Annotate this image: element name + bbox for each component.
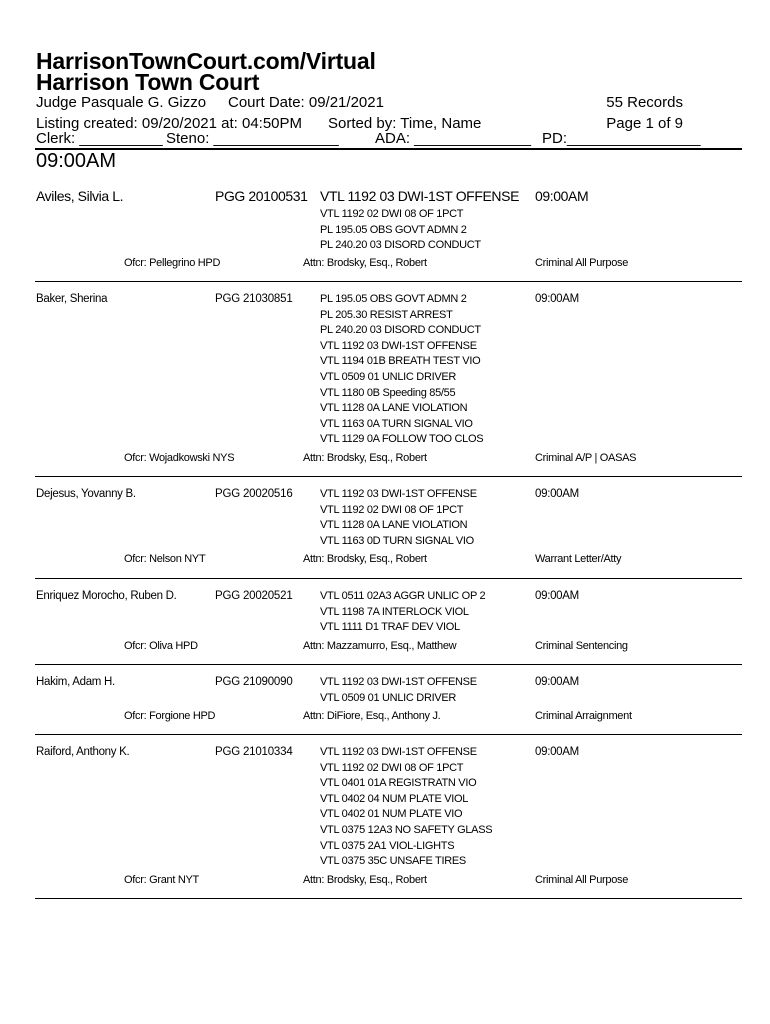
charge-line: VTL 1192 03 DWI-1ST OFFENSE (320, 488, 477, 500)
charge-line: VTL 1129 0A FOLLOW TOO CLOS (320, 433, 484, 446)
arresting-officer: Ofcr: Oliva HPD (124, 640, 198, 652)
pd-field: PD:________________ (542, 130, 701, 147)
record-count: 55 Records (606, 94, 683, 111)
judge-name: Judge Pasquale G. Gizzo (36, 94, 207, 111)
appearance-time: 09:00AM (535, 746, 579, 758)
charge-line: VTL 1128 0A LANE VIOLATION (320, 402, 468, 415)
charge-line: VTL 0509 01 UNLIC DRIVER (320, 371, 457, 383)
attorney: Attn: Mazzamurro, Esq., Matthew (303, 640, 457, 652)
charge-line: VTL 1163 0A TURN SIGNAL VIO (320, 417, 473, 430)
arresting-officer: Ofcr: Forgione HPD (124, 710, 216, 722)
ada-field: ADA: ______________ (375, 130, 531, 147)
case-divider (35, 281, 742, 282)
charge-line: VTL 1198 7A INTERLOCK VIOL (320, 605, 469, 618)
charge-line: VTL 1192 03 DWI-1ST OFFENSE (320, 188, 520, 204)
sorted-by: Sorted by: Time, Name (328, 115, 482, 132)
appearance-time: 09:00AM (535, 188, 589, 204)
appearance-purpose: Criminal Arraignment (535, 710, 632, 722)
attorney: Attn: Brodsky, Esq., Robert (303, 553, 427, 565)
charge-line: PL 205.30 RESIST ARREST (320, 308, 453, 321)
defendant-name: Enriquez Morocho, Ruben D. (36, 590, 177, 602)
attorney: Attn: Brodsky, Esq., Robert (303, 257, 427, 269)
charge-line: VTL 0402 04 NUM PLATE VIOL (320, 792, 469, 805)
docket-number: PGG 21090090 (215, 676, 293, 688)
charge-line: PL 240.20 03 DISORD CONDUCT (320, 239, 481, 252)
docket-number: PGG 20020521 (215, 590, 293, 602)
case-divider (35, 898, 742, 899)
case-divider (35, 664, 742, 665)
docket-number: PGG 21010334 (215, 746, 293, 758)
case-divider (35, 476, 742, 477)
appearance-purpose: Criminal All Purpose (535, 874, 629, 886)
charge-line: VTL 1192 02 DWI 08 OF 1PCT (320, 761, 464, 774)
charge-line: VTL 1111 D1 TRAF DEV VIOL (320, 621, 460, 634)
arresting-officer: Ofcr: Nelson NYT (124, 553, 206, 565)
appearance-time: 09:00AM (535, 293, 579, 305)
charge-line: PL 240.20 03 DISORD CONDUCT (320, 324, 481, 337)
charge-line: VTL 0509 01 UNLIC DRIVER (320, 691, 457, 704)
charge-line: VTL 0375 2A1 VIOL-LIGHTS (320, 839, 455, 852)
case-divider (35, 578, 742, 579)
appearance-time: 09:00AM (535, 590, 579, 602)
time-slot-heading: 09:00AM (36, 150, 117, 172)
charge-line: VTL 0375 12A3 NO SAFETY GLASS (320, 824, 493, 836)
charge-line: VTL 0511 02A3 AGGR UNLIC OP 2 (320, 590, 486, 602)
charge-line: VTL 1192 02 DWI 08 OF 1PCT (320, 208, 464, 220)
appearance-purpose: Criminal All Purpose (535, 257, 629, 269)
defendant-name: Hakim, Adam H. (36, 676, 115, 688)
court-date: Court Date: 09/21/2021 (228, 94, 384, 111)
charge-line: VTL 1128 0A LANE VIOLATION (320, 519, 468, 532)
charge-line: VTL 1192 03 DWI-1ST OFFENSE (320, 339, 477, 352)
appearance-purpose: Criminal A/P | OASAS (535, 452, 637, 464)
attorney: Attn: DiFiore, Esq., Anthony J. (303, 710, 441, 722)
charge-line: VTL 1163 0D TURN SIGNAL VIO (320, 534, 474, 547)
docket-number: PGG 21030851 (215, 293, 293, 305)
charge-line: VTL 1192 03 DWI-1ST OFFENSE (320, 746, 477, 758)
listing-created: Listing created: 09/20/2021 at: 04:50PM (36, 115, 303, 132)
arresting-officer: Ofcr: Grant NYT (124, 874, 199, 886)
defendant-name: Baker, Sherina (36, 293, 108, 305)
attorney: Attn: Brodsky, Esq., Robert (303, 452, 427, 464)
attorney: Attn: Brodsky, Esq., Robert (303, 874, 427, 886)
arresting-officer: Ofcr: Wojadkowski NYS (124, 452, 235, 464)
charge-line: VTL 1194 01B BREATH TEST VIO (320, 355, 481, 368)
charge-line: PL 195.05 OBS GOVT ADMN 2 (320, 293, 467, 305)
charge-line: VTL 1192 02 DWI 08 OF 1PCT (320, 503, 464, 516)
appearance-purpose: Criminal Sentencing (535, 640, 628, 652)
charge-line: VTL 1192 03 DWI-1ST OFFENSE (320, 676, 477, 688)
steno-field: Steno: _______________ (166, 130, 339, 147)
docket-number: PGG 20020516 (215, 488, 293, 500)
defendant-name: Raiford, Anthony K. (36, 746, 130, 758)
arresting-officer: Ofcr: Pellegrino HPD (124, 257, 221, 269)
charge-line: VTL 0401 01A REGISTRATN VIO (320, 777, 477, 790)
appearance-purpose: Warrant Letter/Atty (535, 553, 622, 565)
charge-line: PL 195.05 OBS GOVT ADMN 2 (320, 223, 467, 236)
appearance-time: 09:00AM (535, 676, 579, 688)
site-title: HarrisonTownCourt.com/Virtual (36, 48, 376, 74)
defendant-name: Dejesus, Yovanny B. (36, 488, 136, 500)
defendant-name: Aviles, Silvia L. (36, 188, 124, 204)
court-name: Harrison Town Court (36, 69, 260, 95)
clerk-field: Clerk: __________ (36, 130, 163, 147)
charge-line: VTL 0402 01 NUM PLATE VIO (320, 808, 463, 821)
header-divider (35, 148, 742, 150)
charge-line: VTL 0375 35C UNSAFE TIRES (320, 855, 466, 868)
case-divider (35, 734, 742, 735)
page-number: Page 1 of 9 (606, 115, 683, 132)
docket-number: PGG 20100531 (215, 188, 308, 204)
charge-line: VTL 1180 0B Speeding 85/55 (320, 386, 456, 399)
appearance-time: 09:00AM (535, 488, 579, 500)
